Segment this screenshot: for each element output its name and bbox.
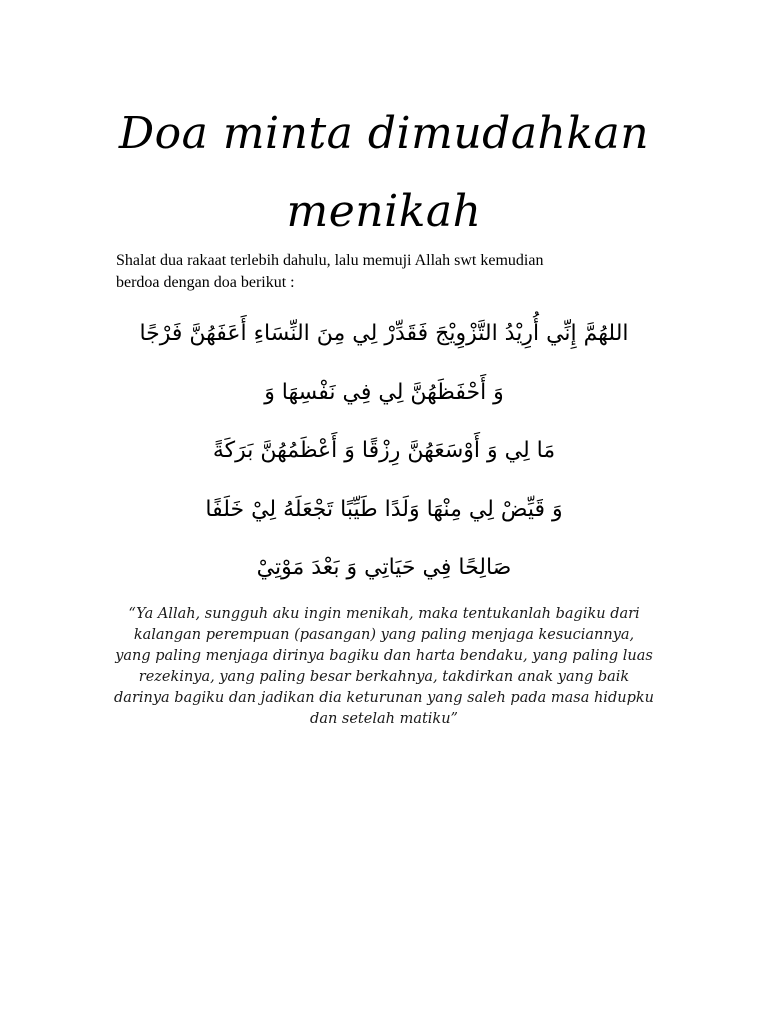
- intro-line: Shalat dua rakaat terlebih dahulu, lalu memuji Allah swt kemudian: [116, 252, 544, 269]
- arabic-line: صَالِحًا فِي حَيَاتِي وَ بَعْدَ مَوْتِيْ: [256, 555, 512, 580]
- intro-line: berdoa dengan doa berikut :: [116, 274, 295, 291]
- translation-line: kalangan perempuan (pasangan) yang paling menjaga kesuciannya,: [133, 627, 635, 643]
- translation-paragraph: [110, 604, 658, 730]
- translation-line: darinya bagiku dan jadikan dia keturunan yang saleh pada masa hidupku: [114, 690, 654, 706]
- arabic-prayer: [100, 305, 668, 598]
- translation-line: dan setelah matiku”: [310, 711, 458, 727]
- intro-paragraph: [116, 250, 636, 294]
- translation-line: rezekinya, yang paling besar berkahnya, takdirkan anak yang baik: [138, 669, 630, 685]
- translation-line: yang paling menjaga dirinya bagiku dan harta bendaku, yang paling luas: [115, 648, 653, 664]
- title-line: menikah: [286, 186, 482, 237]
- translation-line: “Ya Allah, sungguh aku ingin menikah, maka tentukanlah bagiku dari: [128, 606, 640, 622]
- arabic-line: اللهُمَّ إِنِّي أُرِيْدُ التَّزْوِيْجَ فَقَدِّرْ لِي مِنَ النِّسَاءِ أَعَفَهُنَّ فَرْجًا: [139, 321, 629, 346]
- arabic-line: مَا لِي وَ أَوْسَعَهُنَّ رِزْقًا وَ أَعْظَمُهُنَّ بَرَكَةً: [212, 438, 556, 463]
- title-line: Doa minta dimudahkan: [118, 108, 650, 159]
- arabic-line: وَ قَيِّضْ لِي مِنْهَا وَلَدًا طَيِّبًا تَجْعَلَهُ لِيْ خَلَفًا: [205, 496, 563, 522]
- page-title: [60, 95, 708, 251]
- arabic-line: وَ أَحْفَظَهُنَّ لِي فِي نَفْسِهَا وَ: [264, 379, 504, 405]
